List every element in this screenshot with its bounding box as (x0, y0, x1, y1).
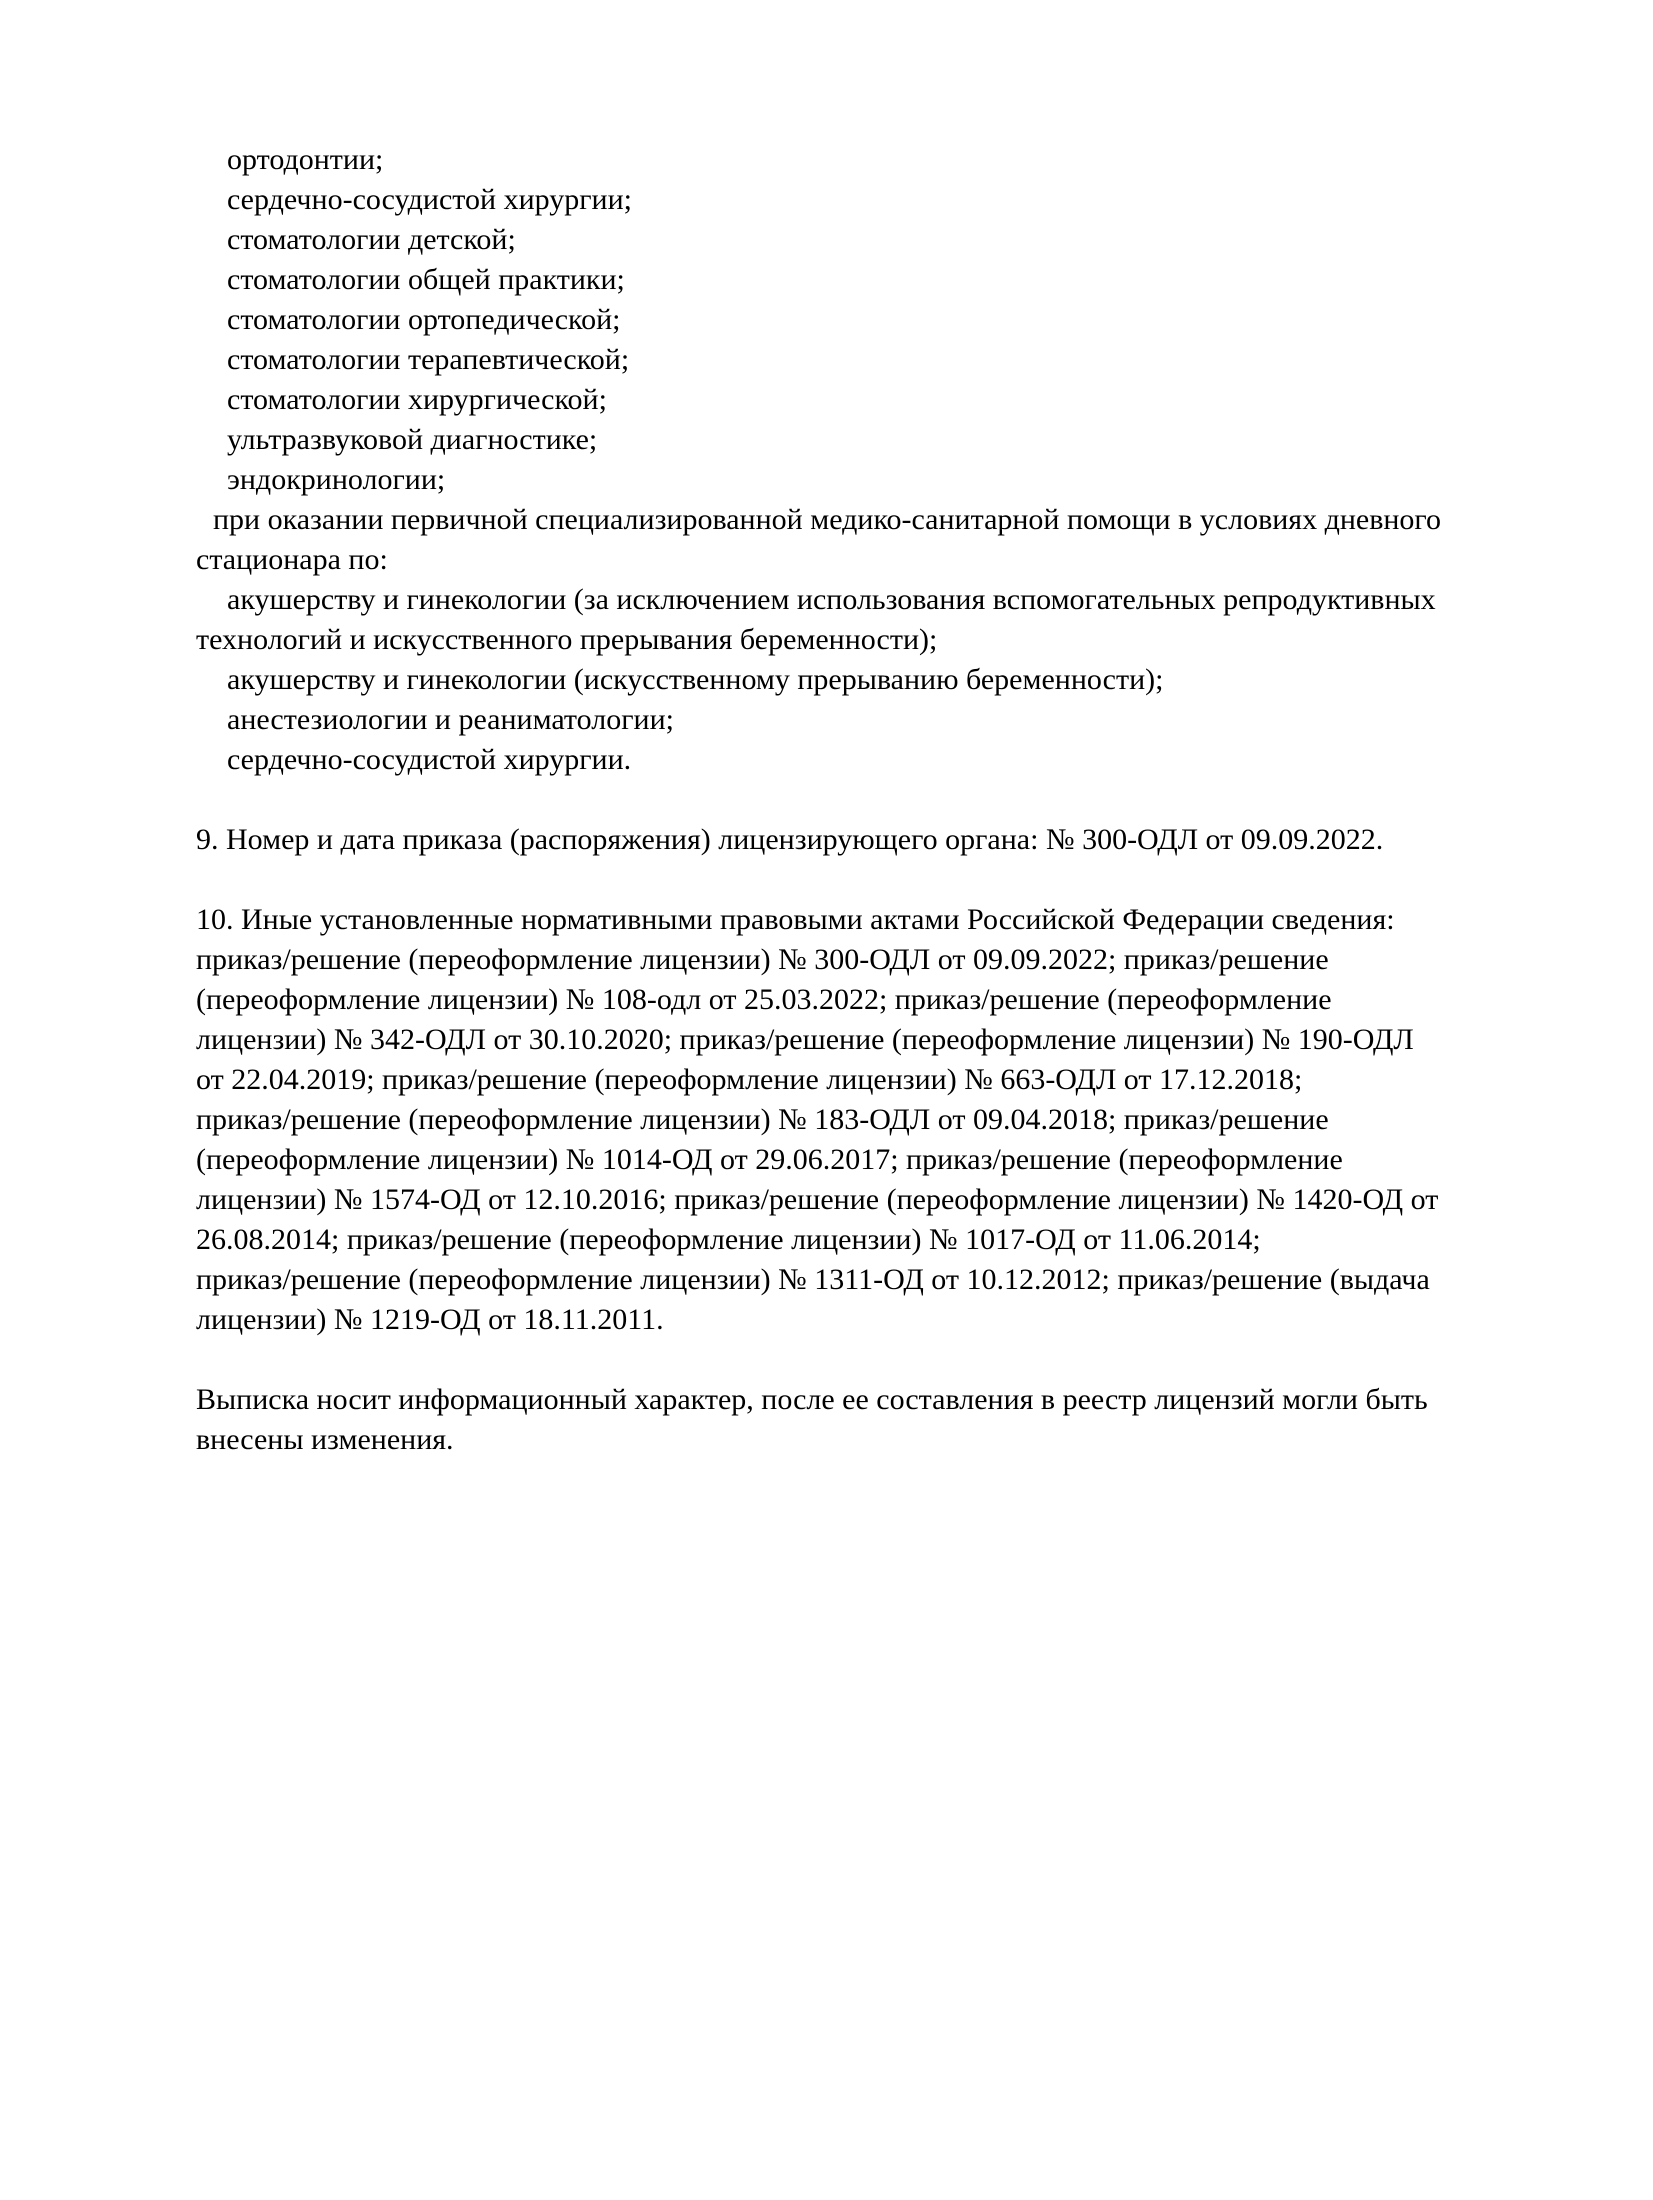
document-line: лицензии) № 342-ОДЛ от 30.10.2020; приказ/решение (переоформление лицензии) № 190-ОДЛ (196, 1023, 1414, 1056)
document-line: 10. Иные установленные нормативными правовыми актами Российской Федерации сведения: (196, 903, 1395, 936)
document-line: ультразвуковой диагностике; (227, 423, 598, 456)
document-line: от 22.04.2019; приказ/решение (переоформление лицензии) № 663-ОДЛ от 17.12.2018; (196, 1063, 1303, 1096)
document-line: стационара по: (196, 543, 388, 576)
document-line: Выписка носит информационный характер, после ее составления в реестр лицензий могли быть (196, 1383, 1428, 1416)
document-line: 26.08.2014; приказ/решение (переоформление лицензии) № 1017-ОД от 11.06.2014; (196, 1223, 1261, 1256)
document-line: при оказании первичной специализированной медико-санитарной помощи в условиях дневного (213, 503, 1441, 536)
document-line: технологий и искусственного прерывания беременности); (196, 623, 938, 656)
document-lines (196, 140, 1563, 1460)
document-line: сердечно-сосудистой хирургии; (227, 183, 632, 216)
document-line: стоматологии общей практики; (227, 263, 625, 296)
document-line: стоматологии хирургической; (227, 383, 607, 416)
document-line: 9. Номер и дата приказа (распоряжения) лицензирующего органа: № 300-ОДЛ от 09.09.2022. (196, 823, 1384, 856)
document-line: лицензии) № 1574-ОД от 12.10.2016; приказ/решение (переоформление лицензии) № 1420-ОД от (196, 1183, 1439, 1216)
document-line: сердечно-сосудистой хирургии. (227, 743, 632, 776)
document-line: акушерству и гинекологии (искусственному прерыванию беременности); (227, 663, 1164, 696)
blank-line (196, 780, 1563, 820)
document-line: приказ/решение (переоформление лицензии) № 183-ОДЛ от 09.04.2018; приказ/решение (196, 1103, 1329, 1136)
document-line: стоматологии детской; (227, 223, 516, 256)
document-line: приказ/решение (переоформление лицензии) № 300-ОДЛ от 09.09.2022; приказ/решение (196, 943, 1329, 976)
document-line: внесены изменения. (196, 1423, 454, 1456)
document-line: (переоформление лицензии) № 1014-ОД от 29.06.2017; приказ/решение (переоформление (196, 1143, 1343, 1176)
document-line: стоматологии ортопедической; (227, 303, 621, 336)
document-line: эндокринологии; (227, 463, 446, 496)
document-line: (переоформление лицензии) № 108-одл от 25.03.2022; приказ/решение (переоформление (196, 983, 1332, 1016)
document-line: лицензии) № 1219-ОД от 18.11.2011. (196, 1303, 664, 1336)
document-line: акушерству и гинекологии (за исключением использования вспомогательных репродуктивных (227, 583, 1436, 616)
document-line: стоматологии терапевтической; (227, 343, 630, 376)
blank-line (196, 860, 1563, 900)
document-line: ортодонтии; (227, 143, 384, 176)
blank-line (196, 1340, 1563, 1380)
document-line: приказ/решение (переоформление лицензии) № 1311-ОД от 10.12.2012; приказ/решение (выдача (196, 1263, 1430, 1296)
document-line: анестезиологии и реаниматологии; (227, 703, 674, 736)
